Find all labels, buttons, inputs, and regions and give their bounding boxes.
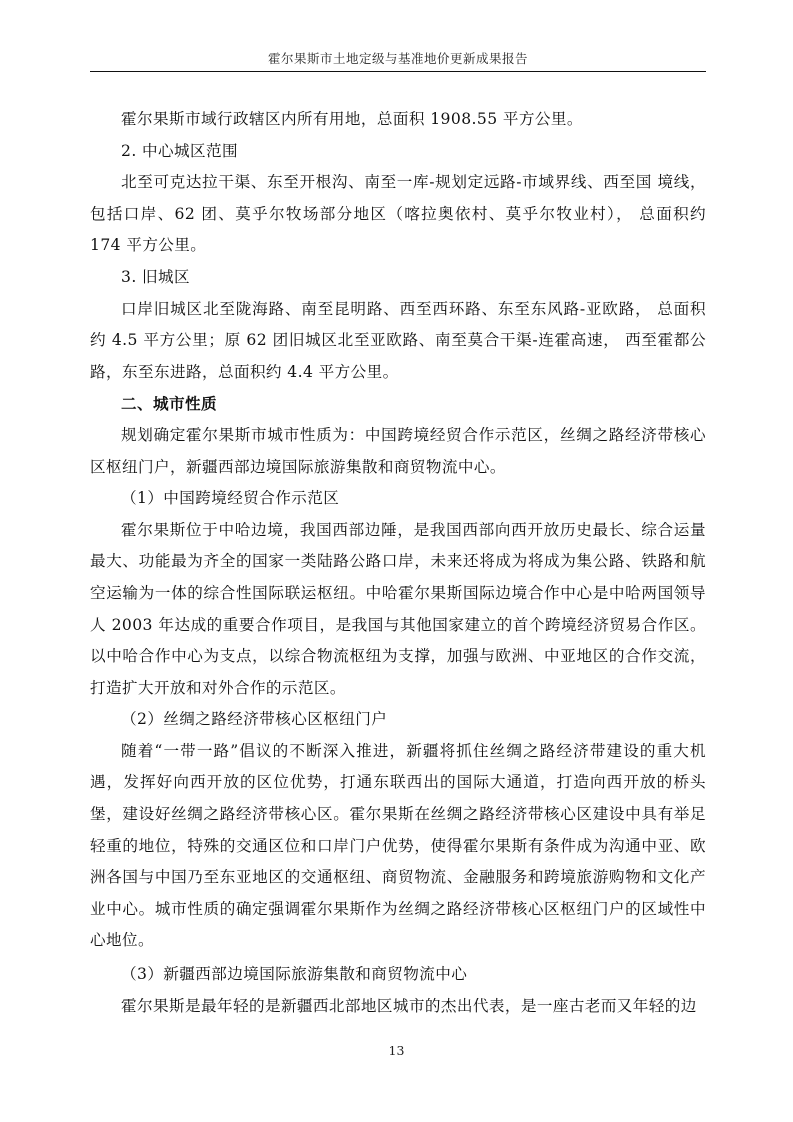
paragraph-tourism-logistics: 霍尔果斯是最年轻的是新疆西北部地区城市的杰出代表，是一座古老而又年轻的边: [121, 996, 697, 1015]
paragraph-central-district: 北至可克达拉干渠、东至开根沟、南至一库-规划定远路-市域界线、西至国 境线，包括口岸、62 团、莫乎尔牧场部分地区（喀拉奥依村、莫乎尔牧业村）， 总面积约 174 平方公里。: [90, 173, 706, 255]
paragraph-city-area: 霍尔果斯市域行政辖区内所有用地，总面积 1908.55 平方公里。: [121, 110, 583, 128]
subheading-silk-road-hub: （2）丝绸之路经济带核心区枢纽门户: [121, 710, 388, 729]
header-rule: [90, 71, 706, 72]
heading-old-town: 3. 旧城区: [121, 267, 191, 286]
paragraph-old-town: 口岸旧城区北至陇海路、南至昆明路、西至西环路、东至东风路-亚欧路， 总面积约 4.5 平方公里；原 62 团旧城区北至亚欧路、南至莫合干渠-连霍高速， 西至霍都公路，东至东进路，总面积约 4.4 平方公里。: [90, 299, 706, 381]
paragraph-silk-road-hub: 随着“一带一路”倡议的不断深入推进，新疆将抓住丝绸之路经济带建设的重大机遇，发挥好向西开放的区位优势，打通东联西出的国际大通道，打造向西开放的桥头堡，建设好丝绸之路经济带核心区。霍尔果斯在丝绸之路经济带核心区建设中具有举足轻重的地位，特殊的交通区位和口岸门户优势，使得霍尔果斯有条件成为沟通中亚、欧洲各国与中国乃至东亚地区的交通枢纽、商贸物流、金融服务和跨境旅游购物和文化产业中心。城市性质的确定强调霍尔果斯作为丝绸之路经济带核心区枢纽门户的区域性中心地位。: [90, 741, 706, 950]
paragraph-cross-border-zone: 霍尔果斯位于中哈边境，我国西部边陲，是我国西部向西开放历史最长、综合运量最大、功能最为齐全的国家一类陆路公路口岸，未来还将成为将成为集公路、铁路和航空运输为一体的综合性国际联运枢纽。中哈霍尔果斯国际边境合作中心是中哈两国领导人 2003 年达成的重要合作项目，是我国与其他国家建立的首个跨境经济贸易合作区。以中哈合作中心为支点，以综合物流枢纽为支撑，加强与欧洲、中亚地区的合作交流，打造扩大开放和对外合作的示范区。: [90, 520, 706, 697]
section-heading-city-nature: 二、城市性质: [121, 394, 217, 414]
page-number: 13: [388, 1043, 405, 1058]
subheading-cross-border-zone: （1）中国跨境经贸合作示范区: [121, 489, 340, 508]
running-header: 霍尔果斯市土地定级与基准地价更新成果报告: [267, 51, 528, 66]
paragraph-city-nature: 规划确定霍尔果斯市城市性质为：中国跨境经贸合作示范区，丝绸之路经济带核心区枢纽门户，新疆西部边境国际旅游集散和商贸物流中心。: [90, 425, 706, 476]
body-text: [90, 104, 706, 1022]
heading-central-district: 2. 中心城区范围: [121, 141, 238, 160]
subheading-tourism-logistics: （3）新疆西部边境国际旅游集散和商贸物流中心: [121, 965, 468, 984]
